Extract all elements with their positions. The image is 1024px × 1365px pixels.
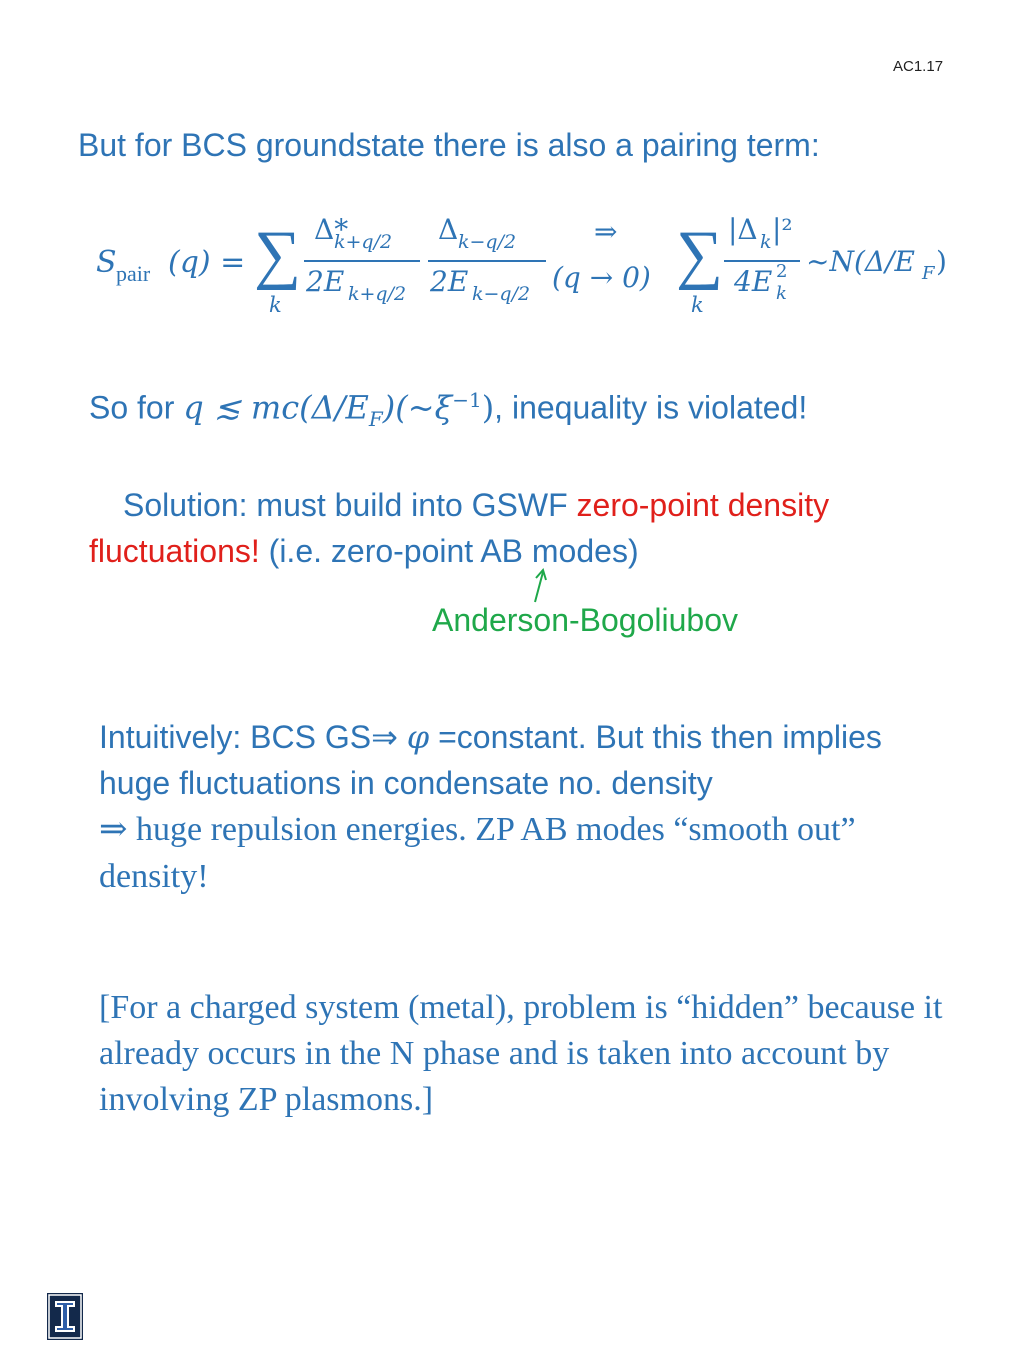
frac3-numerator-sub: k xyxy=(760,231,772,253)
frac2-bar xyxy=(428,260,546,262)
formula-rhs-close: ) xyxy=(936,245,947,278)
frac3-numerator-tail: |² xyxy=(772,213,793,246)
solution-text xyxy=(89,482,969,574)
solution-part3: (i.e. zero-point AB modes) xyxy=(259,533,639,569)
so-line-math-tail: )(~ξ xyxy=(382,388,453,427)
frac3-denominator: 4E xyxy=(734,265,773,298)
pairing-term-formula xyxy=(96,205,976,320)
frac1-denominator: 2E xyxy=(306,265,345,298)
slide-number: AC1.17 xyxy=(893,58,944,75)
frac1-numerator: Δ* xyxy=(314,213,349,246)
sum-symbol-2: ∑ xyxy=(676,218,724,291)
limit-condition: (q → 0) xyxy=(552,261,651,294)
frac3-numerator: |Δ xyxy=(728,213,758,246)
so-line-suffix: , inequality is violated! xyxy=(494,389,808,426)
intuitive-part2: =constant. But this then implies huge fluctuations in condensate no. density xyxy=(99,719,882,801)
intuitive-part1: Intuitively: BCS GS⇒ xyxy=(99,719,407,755)
so-line-prefix: So for xyxy=(89,389,184,426)
intuitive-part3: ⇒ huge repulsion energies. ZP AB modes “smooth out” density! xyxy=(99,811,856,895)
frac2-numerator: Δ xyxy=(438,213,459,246)
frac1-bar xyxy=(304,260,420,262)
inequality-condition xyxy=(89,388,807,431)
frac1-numerator-sub: k+q/2 xyxy=(334,231,393,253)
frac3-bar xyxy=(724,260,800,262)
anderson-bogoliubov-label: Anderson-Bogoliubov xyxy=(432,602,738,638)
formula-rhs: ~N(Δ/E xyxy=(806,245,915,278)
sum-symbol: ∑ xyxy=(254,218,302,291)
so-line-math: q ≲ mc(Δ/E xyxy=(183,388,369,427)
frac2-denominator-sub: k−q/2 xyxy=(472,283,531,305)
frac3-denominator-sup: 2 xyxy=(776,261,788,282)
charged-system-note: [For a charged system (metal), problem is “hidden” because it already occurs in the N phase and is taken into account by involving ZP plasmons.] xyxy=(99,989,943,1118)
sum-index: k xyxy=(269,293,282,317)
annotation-arrow-icon xyxy=(525,566,555,606)
so-line-math-sup: −1 xyxy=(452,388,482,412)
frac2-numerator-sub: k−q/2 xyxy=(458,231,517,253)
formula-lhs-arg: (q) = xyxy=(168,245,246,280)
so-line-math-close: ) xyxy=(481,388,495,427)
frac1-denominator-sub: k+q/2 xyxy=(348,283,407,305)
intuitive-phi: φ xyxy=(406,718,430,756)
formula-lhs-symbol: S xyxy=(96,245,117,280)
sum-index-2: k xyxy=(691,293,704,317)
intuitive-explanation xyxy=(99,714,959,900)
solution-part1: Solution: must build into GSWF xyxy=(123,487,577,523)
university-logo-icon xyxy=(47,1293,83,1340)
formula-lhs-subscript: pair xyxy=(116,261,151,286)
frac2-denominator: 2E xyxy=(430,265,469,298)
implies-arrow: ⇒ xyxy=(594,217,618,248)
so-line-math-sub: F xyxy=(368,407,383,432)
slide-heading: But for BCS groundstate there is also a pairing term: xyxy=(78,127,820,163)
solution-highlight: zero-point density fluctuations! xyxy=(89,487,830,569)
formula-rhs-sub: F xyxy=(922,263,935,284)
frac3-denominator-sub: k xyxy=(776,283,787,304)
